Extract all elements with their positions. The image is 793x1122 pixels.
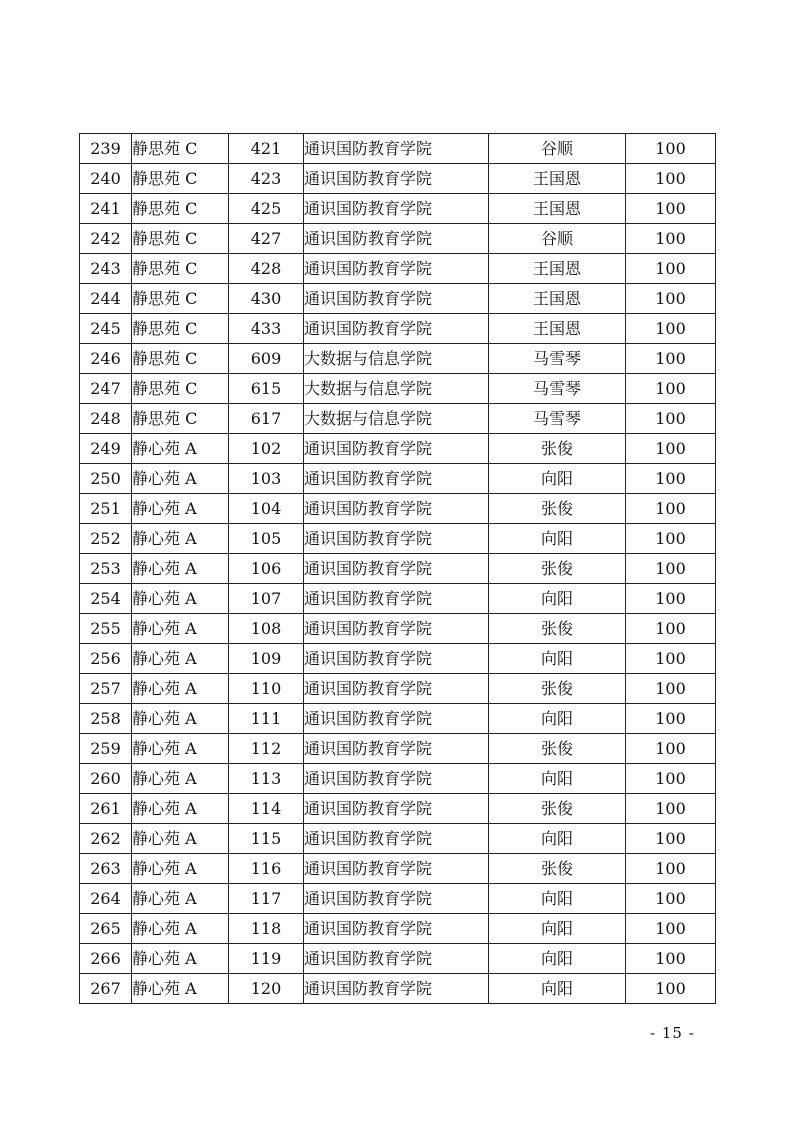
- row-number-cell: 254: [80, 584, 132, 614]
- table-row: [80, 884, 716, 914]
- room-cell: 107: [229, 584, 304, 614]
- room-cell: 102: [229, 434, 304, 464]
- score-cell: 100: [626, 374, 716, 404]
- college-cell: 通识国防教育学院: [304, 524, 489, 554]
- score-cell: 100: [626, 764, 716, 794]
- row-number-cell: 255: [80, 614, 132, 644]
- row-number-cell: 244: [80, 284, 132, 314]
- table-row: [80, 164, 716, 194]
- room-cell: 115: [229, 824, 304, 854]
- room-cell: 105: [229, 524, 304, 554]
- person-cell: 马雪琴: [489, 374, 626, 404]
- table-row: [80, 494, 716, 524]
- score-cell: 100: [626, 674, 716, 704]
- score-cell: 100: [626, 884, 716, 914]
- table-row: [80, 314, 716, 344]
- college-cell: 通识国防教育学院: [304, 764, 489, 794]
- room-cell: 114: [229, 794, 304, 824]
- person-cell: 张俊: [489, 554, 626, 584]
- building-cell: 静思苑 C: [132, 314, 229, 344]
- row-number-cell: 248: [80, 404, 132, 434]
- building-cell: 静心苑 A: [132, 794, 229, 824]
- row-number-cell: 250: [80, 464, 132, 494]
- table-row: [80, 944, 716, 974]
- score-cell: 100: [626, 584, 716, 614]
- person-cell: 张俊: [489, 674, 626, 704]
- row-number-cell: 243: [80, 254, 132, 284]
- score-cell: 100: [626, 284, 716, 314]
- table-row: [80, 824, 716, 854]
- table-row: [80, 254, 716, 284]
- room-cell: 118: [229, 914, 304, 944]
- room-cell: 421: [229, 134, 304, 164]
- building-cell: 静心苑 A: [132, 914, 229, 944]
- table-row: [80, 914, 716, 944]
- table-row: [80, 734, 716, 764]
- row-number-cell: 241: [80, 194, 132, 224]
- score-cell: 100: [626, 794, 716, 824]
- table-row: [80, 464, 716, 494]
- row-number-cell: 257: [80, 674, 132, 704]
- person-cell: 向阳: [489, 524, 626, 554]
- person-cell: 向阳: [489, 464, 626, 494]
- college-cell: 大数据与信息学院: [304, 404, 489, 434]
- room-cell: 425: [229, 194, 304, 224]
- score-cell: 100: [626, 464, 716, 494]
- college-cell: 通识国防教育学院: [304, 314, 489, 344]
- table-row: [80, 974, 716, 1004]
- table-row: [80, 794, 716, 824]
- building-cell: 静心苑 A: [132, 584, 229, 614]
- table-row: [80, 434, 716, 464]
- row-number-cell: 252: [80, 524, 132, 554]
- table-row: [80, 404, 716, 434]
- score-cell: 100: [626, 554, 716, 584]
- score-cell: 100: [626, 824, 716, 854]
- building-cell: 静心苑 A: [132, 944, 229, 974]
- table-row: [80, 194, 716, 224]
- person-cell: 向阳: [489, 764, 626, 794]
- college-cell: 通识国防教育学院: [304, 674, 489, 704]
- person-cell: 马雪琴: [489, 344, 626, 374]
- table-row: [80, 764, 716, 794]
- score-cell: 100: [626, 344, 716, 374]
- table-body: [80, 134, 716, 1004]
- building-cell: 静心苑 A: [132, 674, 229, 704]
- building-cell: 静心苑 A: [132, 524, 229, 554]
- college-cell: 通识国防教育学院: [304, 554, 489, 584]
- person-cell: 王国恩: [489, 314, 626, 344]
- row-number-cell: 247: [80, 374, 132, 404]
- row-number-cell: 258: [80, 704, 132, 734]
- room-cell: 430: [229, 284, 304, 314]
- building-cell: 静心苑 A: [132, 554, 229, 584]
- room-cell: 117: [229, 884, 304, 914]
- score-cell: 100: [626, 224, 716, 254]
- row-number-cell: 253: [80, 554, 132, 584]
- college-cell: 通识国防教育学院: [304, 944, 489, 974]
- building-cell: 静心苑 A: [132, 704, 229, 734]
- score-cell: 100: [626, 524, 716, 554]
- college-cell: 通识国防教育学院: [304, 644, 489, 674]
- college-cell: 通识国防教育学院: [304, 614, 489, 644]
- person-cell: 向阳: [489, 914, 626, 944]
- person-cell: 张俊: [489, 434, 626, 464]
- person-cell: 谷顺: [489, 134, 626, 164]
- row-number-cell: 260: [80, 764, 132, 794]
- page-number: - 15 -: [650, 1024, 695, 1042]
- row-number-cell: 259: [80, 734, 132, 764]
- building-cell: 静心苑 A: [132, 884, 229, 914]
- room-cell: 116: [229, 854, 304, 884]
- table-row: [80, 674, 716, 704]
- college-cell: 通识国防教育学院: [304, 494, 489, 524]
- person-cell: 向阳: [489, 824, 626, 854]
- room-cell: 423: [229, 164, 304, 194]
- person-cell: 向阳: [489, 584, 626, 614]
- row-number-cell: 242: [80, 224, 132, 254]
- college-cell: 大数据与信息学院: [304, 374, 489, 404]
- row-number-cell: 262: [80, 824, 132, 854]
- building-cell: 静思苑 C: [132, 224, 229, 254]
- college-cell: 通识国防教育学院: [304, 434, 489, 464]
- table-row: [80, 854, 716, 884]
- building-cell: 静心苑 A: [132, 974, 229, 1004]
- college-cell: 通识国防教育学院: [304, 584, 489, 614]
- building-cell: 静思苑 C: [132, 344, 229, 374]
- person-cell: 王国恩: [489, 254, 626, 284]
- building-cell: 静心苑 A: [132, 734, 229, 764]
- score-cell: 100: [626, 914, 716, 944]
- score-cell: 100: [626, 644, 716, 674]
- college-cell: 通识国防教育学院: [304, 254, 489, 284]
- college-cell: 通识国防教育学院: [304, 794, 489, 824]
- building-cell: 静思苑 C: [132, 374, 229, 404]
- score-cell: 100: [626, 944, 716, 974]
- room-cell: 104: [229, 494, 304, 524]
- person-cell: 向阳: [489, 974, 626, 1004]
- room-cell: 428: [229, 254, 304, 284]
- college-cell: 通识国防教育学院: [304, 734, 489, 764]
- building-cell: 静心苑 A: [132, 764, 229, 794]
- table-row: [80, 224, 716, 254]
- building-cell: 静心苑 A: [132, 614, 229, 644]
- room-cell: 106: [229, 554, 304, 584]
- college-cell: 通识国防教育学院: [304, 224, 489, 254]
- score-cell: 100: [626, 404, 716, 434]
- row-number-cell: 263: [80, 854, 132, 884]
- row-number-cell: 256: [80, 644, 132, 674]
- row-number-cell: 265: [80, 914, 132, 944]
- person-cell: 张俊: [489, 734, 626, 764]
- person-cell: 向阳: [489, 944, 626, 974]
- person-cell: 王国恩: [489, 284, 626, 314]
- table-row: [80, 134, 716, 164]
- person-cell: 谷顺: [489, 224, 626, 254]
- college-cell: 通识国防教育学院: [304, 974, 489, 1004]
- building-cell: 静思苑 C: [132, 194, 229, 224]
- row-number-cell: 249: [80, 434, 132, 464]
- room-cell: 427: [229, 224, 304, 254]
- room-cell: 120: [229, 974, 304, 1004]
- person-cell: 张俊: [489, 794, 626, 824]
- score-cell: 100: [626, 704, 716, 734]
- row-number-cell: 261: [80, 794, 132, 824]
- score-cell: 100: [626, 254, 716, 284]
- room-cell: 119: [229, 944, 304, 974]
- college-cell: 通识国防教育学院: [304, 704, 489, 734]
- building-cell: 静心苑 A: [132, 854, 229, 884]
- table-row: [80, 704, 716, 734]
- building-cell: 静心苑 A: [132, 824, 229, 854]
- score-cell: 100: [626, 494, 716, 524]
- person-cell: 张俊: [489, 854, 626, 884]
- building-cell: 静心苑 A: [132, 434, 229, 464]
- table-row: [80, 614, 716, 644]
- room-cell: 110: [229, 674, 304, 704]
- person-cell: 张俊: [489, 614, 626, 644]
- college-cell: 通识国防教育学院: [304, 824, 489, 854]
- score-cell: 100: [626, 434, 716, 464]
- table-row: [80, 554, 716, 584]
- building-cell: 静心苑 A: [132, 644, 229, 674]
- score-cell: 100: [626, 164, 716, 194]
- room-cell: 609: [229, 344, 304, 374]
- college-cell: 通识国防教育学院: [304, 464, 489, 494]
- building-cell: 静思苑 C: [132, 284, 229, 314]
- building-cell: 静思苑 C: [132, 254, 229, 284]
- row-number-cell: 266: [80, 944, 132, 974]
- room-cell: 113: [229, 764, 304, 794]
- college-cell: 通识国防教育学院: [304, 284, 489, 314]
- room-cell: 433: [229, 314, 304, 344]
- row-number-cell: 264: [80, 884, 132, 914]
- room-cell: 617: [229, 404, 304, 434]
- row-number-cell: 240: [80, 164, 132, 194]
- score-cell: 100: [626, 734, 716, 764]
- building-cell: 静思苑 C: [132, 134, 229, 164]
- score-cell: 100: [626, 194, 716, 224]
- college-cell: 通识国防教育学院: [304, 164, 489, 194]
- building-cell: 静心苑 A: [132, 494, 229, 524]
- person-cell: 王国恩: [489, 194, 626, 224]
- table-row: [80, 284, 716, 314]
- table-row: [80, 374, 716, 404]
- college-cell: 大数据与信息学院: [304, 344, 489, 374]
- row-number-cell: 267: [80, 974, 132, 1004]
- room-cell: 103: [229, 464, 304, 494]
- room-cell: 615: [229, 374, 304, 404]
- room-cell: 108: [229, 614, 304, 644]
- row-number-cell: 246: [80, 344, 132, 374]
- college-cell: 通识国防教育学院: [304, 194, 489, 224]
- person-cell: 向阳: [489, 704, 626, 734]
- dormitory-score-table: [79, 133, 716, 1004]
- score-cell: 100: [626, 854, 716, 884]
- score-cell: 100: [626, 974, 716, 1004]
- table-row: [80, 644, 716, 674]
- room-cell: 112: [229, 734, 304, 764]
- college-cell: 通识国防教育学院: [304, 854, 489, 884]
- college-cell: 通识国防教育学院: [304, 914, 489, 944]
- college-cell: 通识国防教育学院: [304, 134, 489, 164]
- person-cell: 向阳: [489, 644, 626, 674]
- table-row: [80, 344, 716, 374]
- college-cell: 通识国防教育学院: [304, 884, 489, 914]
- row-number-cell: 251: [80, 494, 132, 524]
- table-row: [80, 524, 716, 554]
- score-cell: 100: [626, 614, 716, 644]
- row-number-cell: 245: [80, 314, 132, 344]
- table-row: [80, 584, 716, 614]
- person-cell: 王国恩: [489, 164, 626, 194]
- room-cell: 111: [229, 704, 304, 734]
- score-cell: 100: [626, 134, 716, 164]
- building-cell: 静思苑 C: [132, 404, 229, 434]
- score-cell: 100: [626, 314, 716, 344]
- building-cell: 静思苑 C: [132, 164, 229, 194]
- room-cell: 109: [229, 644, 304, 674]
- person-cell: 马雪琴: [489, 404, 626, 434]
- person-cell: 张俊: [489, 494, 626, 524]
- row-number-cell: 239: [80, 134, 132, 164]
- building-cell: 静心苑 A: [132, 464, 229, 494]
- person-cell: 向阳: [489, 884, 626, 914]
